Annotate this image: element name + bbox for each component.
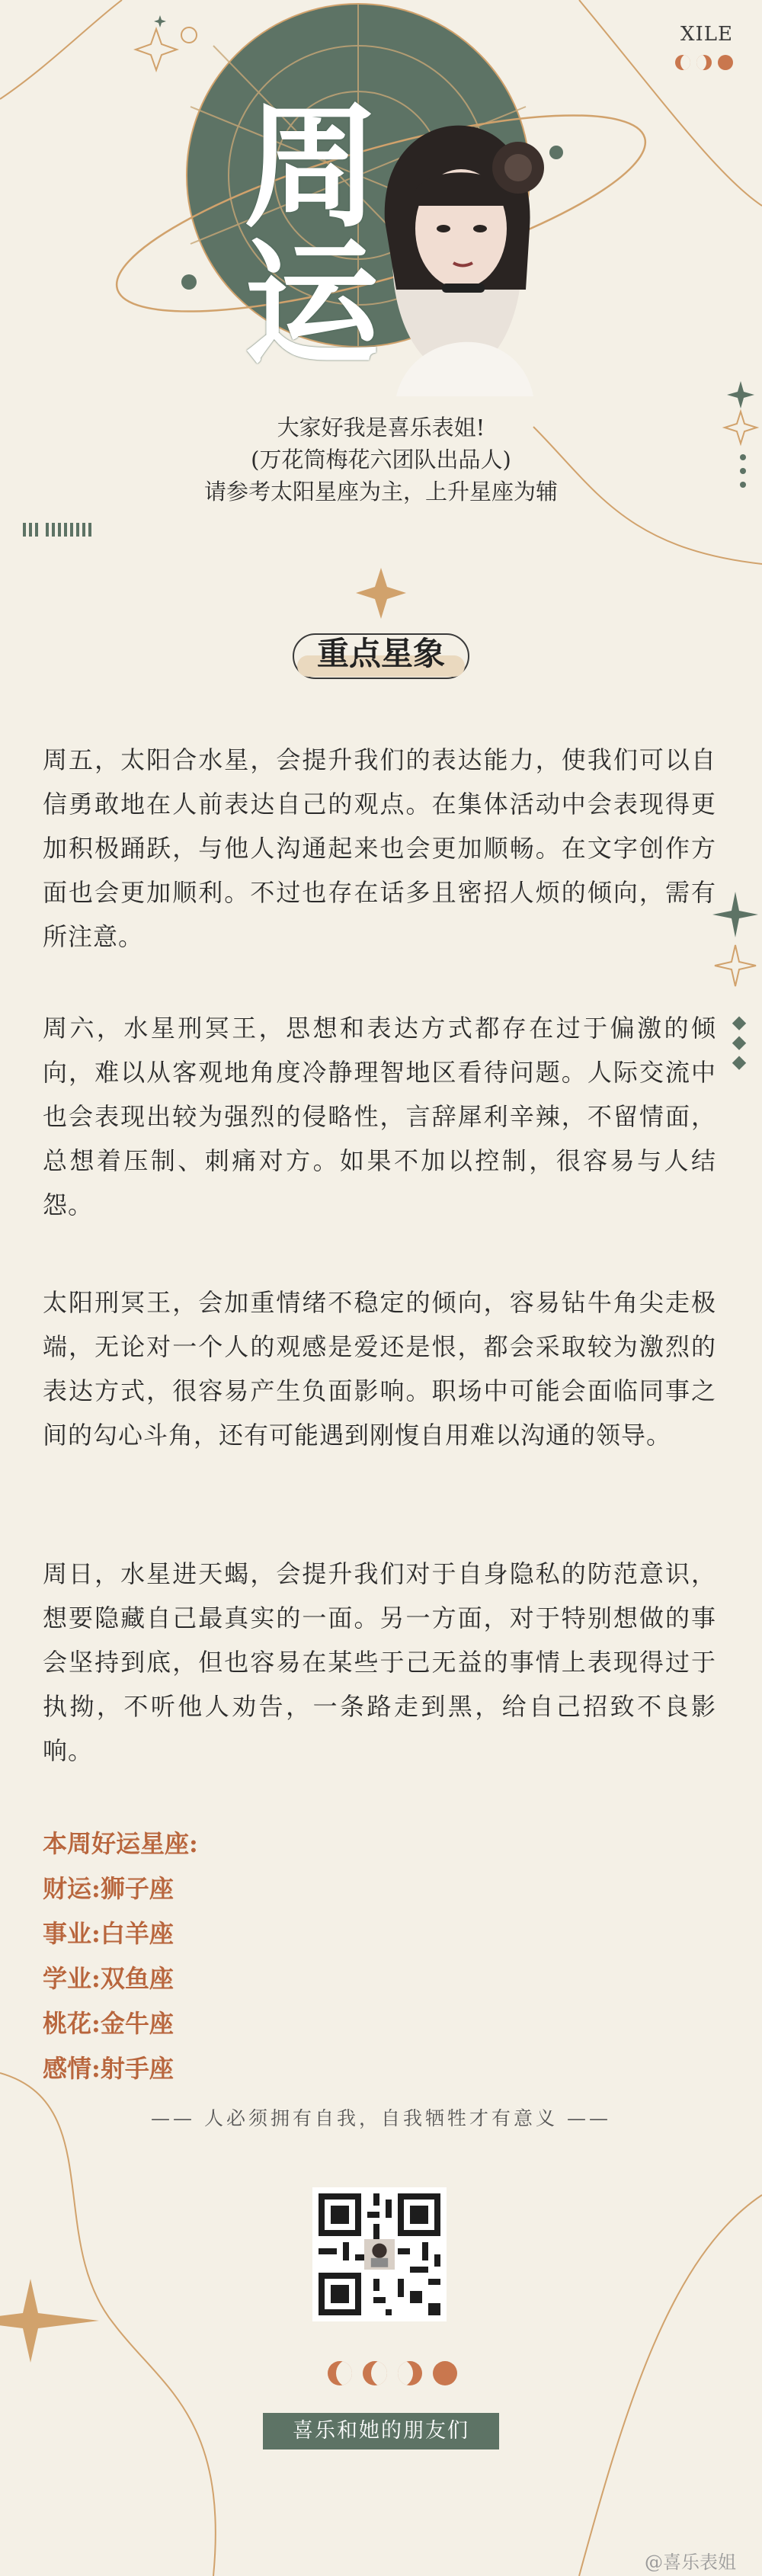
lucky-item: 事业:白羊座: [43, 1919, 174, 1948]
paragraph-friday: 周五，太阳合水星，会提升我们的表达能力，使我们可以自信勇敢地在人前表达自己的观点。在集体活动中会表现得更加积极踊跃，与他人沟通起来也会更加顺畅。在文字创作方面也会更加顺利。不过也存在话多且密招人烦的倾向，需有所注意。: [43, 745, 716, 951]
section-heading: 重点星象: [316, 635, 445, 672]
intro-team: (万花筒梅花六团队出品人): [251, 447, 511, 473]
lucky-item: 感情:射手座: [43, 2054, 174, 2083]
paragraph-sun-pluto: 太阳刑冥王，会加重情绪不稳定的倾向，容易钻牛角尖走极端，无论对一个人的观感是爱还是恨，都会采取较为激烈的表达方式，很容易产生负面影响。职场中可能会面临同事之间的勾心斗角，还有可能遇到刚愎自用难以沟通的领导。: [43, 1288, 716, 1450]
lucky-item: 桃花:金牛座: [43, 2009, 174, 2038]
barcode-decoration: [23, 523, 114, 538]
lucky-item: 财运:狮子座: [43, 1874, 174, 1903]
paragraph-saturday: 周六，水星刑冥王，思想和表达方式都存在过于偏激的倾向，难以从客观地角度冷静理智地区看待问题。人际交流中也会表现出较为强烈的侵略性，言辞犀利辛辣，不留情面，总想着压制、刺痛对方。如果不加以控制，很容易与人结怨。: [43, 1014, 716, 1219]
moon-phase-icon: [328, 2361, 457, 2385]
lucky-heading: 本周好运星座:: [43, 1829, 198, 1858]
footer-label: 喜乐和她的朋友们: [263, 2413, 499, 2449]
character-portrait: [385, 126, 544, 396]
qr-code[interactable]: [312, 2187, 447, 2321]
intro-greeting: 大家好我是喜乐表姐!: [277, 415, 485, 441]
lucky-signs: [43, 1821, 198, 2091]
intro-tip: 请参考太阳星座为主，上升星座为辅: [203, 479, 558, 505]
motto: —— 人必须拥有自我，自我牺牲才有意义 ——: [151, 2107, 611, 2129]
paragraph-sunday: 周日，水星进天蝎，会提升我们对于自身隐私的防范意识，想要隐藏自己最真实的一面。另一方面，对于特别想做的事会坚持到底，但也容易在某些于己无益的事情上表现得过于执拗，不听他人劝告，一条路走到黑，给自己招致不良影响。: [43, 1559, 716, 1765]
hero-title: 周运: [244, 88, 379, 383]
brand-mark: XILE: [680, 23, 733, 46]
lucky-item: 学业:双鱼座: [43, 1964, 174, 1993]
intro-block: [0, 412, 762, 508]
moon-phase-icon: [675, 55, 733, 70]
watermark: @喜乐表姐: [645, 2552, 736, 2573]
